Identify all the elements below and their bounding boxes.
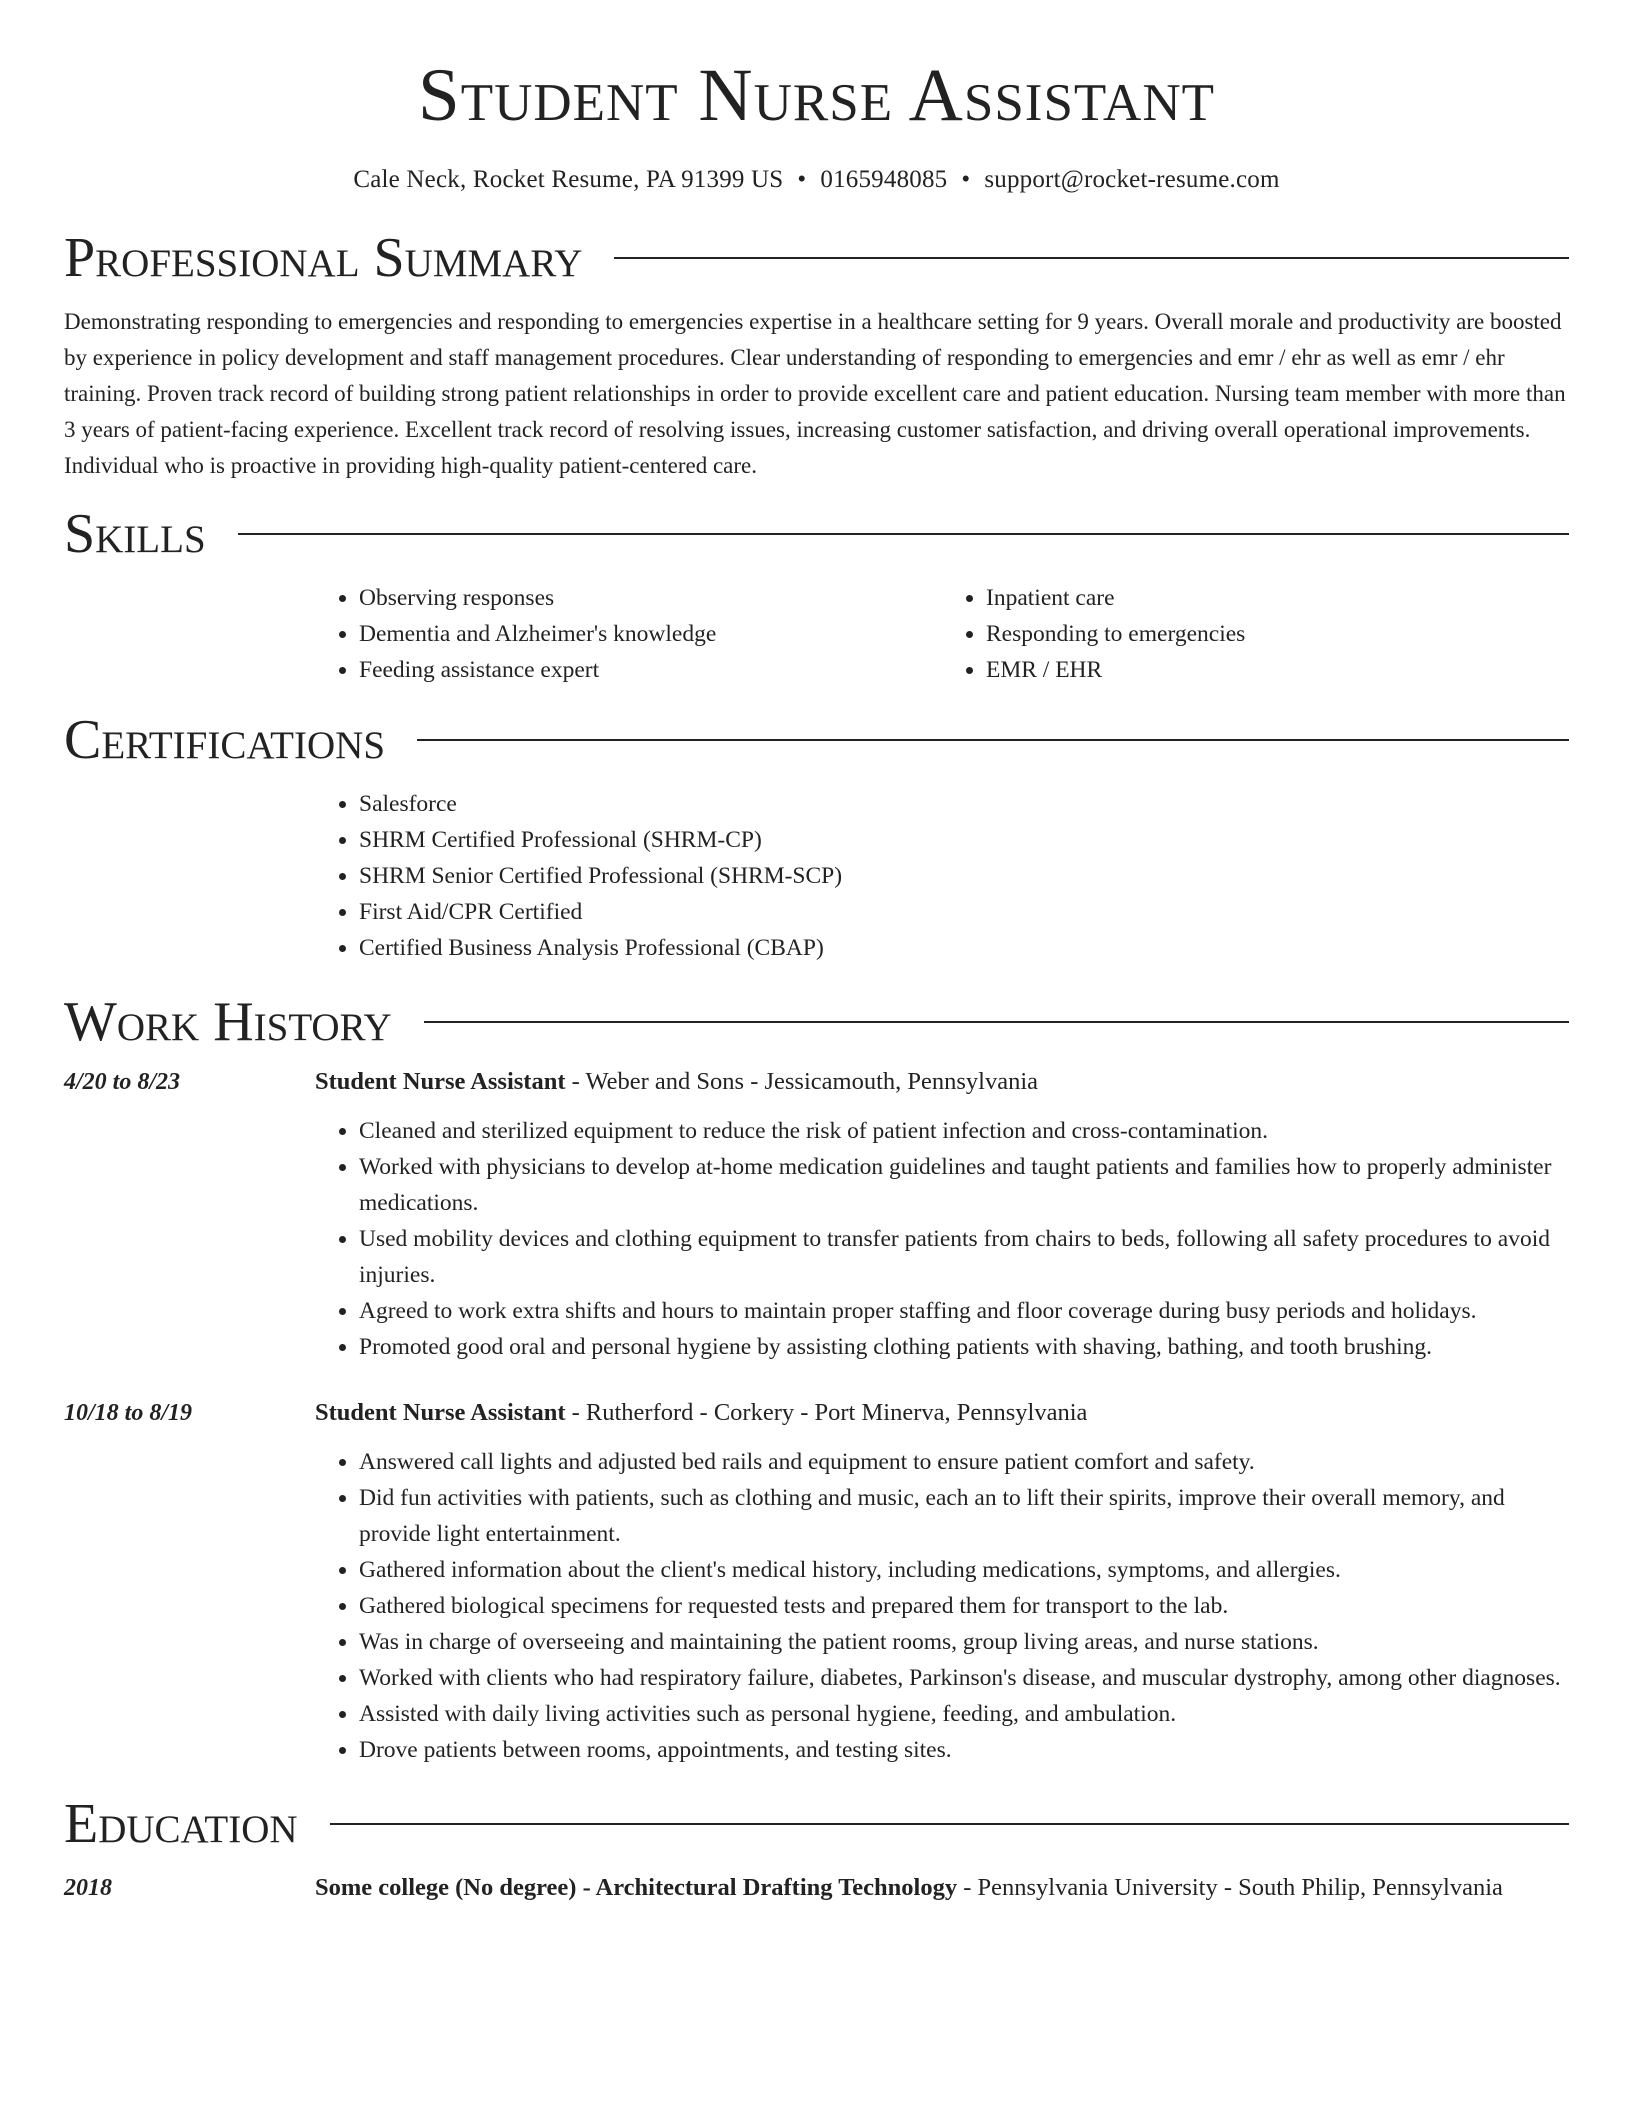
section-divider <box>417 739 1569 741</box>
section-divider <box>238 533 1569 535</box>
job-role: Student Nurse Assistant <box>315 1399 566 1426</box>
job-bullet: • Used mobility devices and clothing equipment to transfer patients from chairs to beds, following all safety procedures to avoid injuries. <box>359 1221 1569 1293</box>
education-heading: Education <box>64 1793 298 1855</box>
education-degree: Some college (No degree) - Architectural Drafting Technology <box>315 1874 958 1901</box>
skill-item: • Inpatient care <box>986 580 1569 616</box>
job-bullets <box>315 1113 1569 1365</box>
job-dates: 4/20 to 8/23 <box>64 1069 181 1095</box>
summary-header <box>64 228 1569 288</box>
education-section <box>64 1794 1569 1906</box>
certification-item: • SHRM Certified Professional (SHRM-CP) <box>359 822 1569 858</box>
certification-item: • Salesforce <box>359 786 1569 822</box>
contact-separator: • <box>961 166 971 193</box>
job-bullet: • Cleaned and sterilized equipment to reduce the risk of patient infection and cross-contamination. <box>359 1113 1569 1149</box>
skills-list-left <box>315 580 942 688</box>
job-bullet: • Assisted with daily living activities such as personal hygiene, feeding, and ambulation. <box>359 1696 1569 1732</box>
contact-separator: • <box>797 166 807 193</box>
skills-grid <box>315 580 1569 688</box>
skills-list-right <box>942 580 1569 688</box>
job-entry <box>64 1068 1569 1365</box>
job-title-line <box>315 1399 1087 1427</box>
skills-section <box>64 504 1569 688</box>
skill-item: • Responding to emergencies <box>986 616 1569 652</box>
job-bullet: • Gathered biological specimens for requested tests and prepared them for transport to the lab. <box>359 1588 1569 1624</box>
job-bullet: • Agreed to work extra shifts and hours to maintain proper staffing and floor coverage during busy periods and holidays. <box>359 1293 1569 1329</box>
summary-heading: Professional Summary <box>64 227 583 289</box>
education-details: - Pennsylvania University - South Philip, Pennsylvania <box>957 1874 1503 1901</box>
resume-title: Student Nurse Assistant <box>418 54 1215 137</box>
contact-address: Cale Neck, Rocket Resume, PA 91399 US <box>353 166 784 193</box>
skill-item: • Observing responses <box>359 580 942 616</box>
certifications-header <box>64 710 1569 770</box>
job-role: Student Nurse Assistant <box>315 1068 566 1095</box>
certification-item: • SHRM Senior Certified Professional (SHRM-SCP) <box>359 858 1569 894</box>
skill-item: • Dementia and Alzheimer's knowledge <box>359 616 942 652</box>
job-bullet: • Promoted good oral and personal hygiene by assisting clothing patients with shaving, bathing, and tooth brushing. <box>359 1329 1569 1365</box>
education-header <box>64 1794 1569 1854</box>
education-entry <box>64 1870 1569 1906</box>
job-details: - Rutherford - Corkery - Port Minerva, Pennsylvania <box>565 1399 1088 1426</box>
certifications-list <box>315 786 1569 966</box>
resume-page <box>64 54 1569 1906</box>
job-details: - Weber and Sons - Jessicamouth, Pennsylvania <box>565 1068 1039 1095</box>
education-year: 2018 <box>64 1875 112 1901</box>
work-history-section <box>64 992 1569 1768</box>
section-divider <box>614 257 1569 259</box>
job-header <box>64 1399 1569 1427</box>
certifications-heading: Certifications <box>64 709 386 771</box>
certifications-section <box>64 710 1569 966</box>
job-bullet: • Did fun activities with patients, such as clothing and music, each an to lift their spirits, improve their overall memory, and provide light entertainment. <box>359 1480 1569 1552</box>
job-bullet: • Gathered information about the client's medical history, including medications, symptoms, and allergies. <box>359 1552 1569 1588</box>
job-entry <box>64 1399 1569 1768</box>
skill-item: • Feeding assistance expert <box>359 652 942 688</box>
section-divider <box>424 1021 1569 1023</box>
certification-item: • Certified Business Analysis Professional (CBAP) <box>359 930 1569 966</box>
job-bullet: • Worked with clients who had respiratory failure, diabetes, Parkinson's disease, and muscular dystrophy, among other diagnoses. <box>359 1660 1569 1696</box>
work-history-heading: Work History <box>64 991 392 1053</box>
contact-phone: 0165948085 <box>820 166 948 193</box>
summary-text: Demonstrating responding to emergencies and responding to emergencies expertise in a healthcare setting for 9 years. Overall morale and productivity are boosted by experience in policy development and staff management procedures. Clear understanding of responding to emergencies and emr / ehr as well as emr / ehr training. Proven track record of building strong patient relationships in order to provide excellent care and patient education. Nursing team member with more than 3 years of patient-facing experience. Excellent track record of resolving issues, increasing customer satisfaction, and driving overall operational improvements. Individual who is proactive in providing high-quality patient-centered care. <box>64 309 1566 478</box>
skills-header <box>64 504 1569 564</box>
skills-heading: Skills <box>64 503 206 565</box>
job-bullet: • Worked with physicians to develop at-home medication guidelines and taught patients and families how to properly administer medications. <box>359 1149 1569 1221</box>
job-dates: 10/18 to 8/19 <box>64 1400 193 1426</box>
work-history-header <box>64 992 1569 1052</box>
job-bullet: • Was in charge of overseeing and maintaining the patient rooms, group living areas, and nurse stations. <box>359 1624 1569 1660</box>
job-bullets <box>315 1444 1569 1768</box>
job-title-line <box>315 1068 1038 1096</box>
skill-item: • EMR / EHR <box>986 652 1569 688</box>
education-line <box>315 1870 1503 1906</box>
job-bullet: • Answered call lights and adjusted bed rails and equipment to ensure patient comfort and safety. <box>359 1444 1569 1480</box>
job-bullet: • Drove patients between rooms, appointments, and testing sites. <box>359 1732 1569 1768</box>
certification-item: • First Aid/CPR Certified <box>359 894 1569 930</box>
contact-line <box>64 167 1569 192</box>
job-header <box>64 1068 1569 1096</box>
summary-section <box>64 228 1569 484</box>
section-divider <box>330 1823 1569 1825</box>
contact-email: support@rocket-resume.com <box>984 166 1280 193</box>
